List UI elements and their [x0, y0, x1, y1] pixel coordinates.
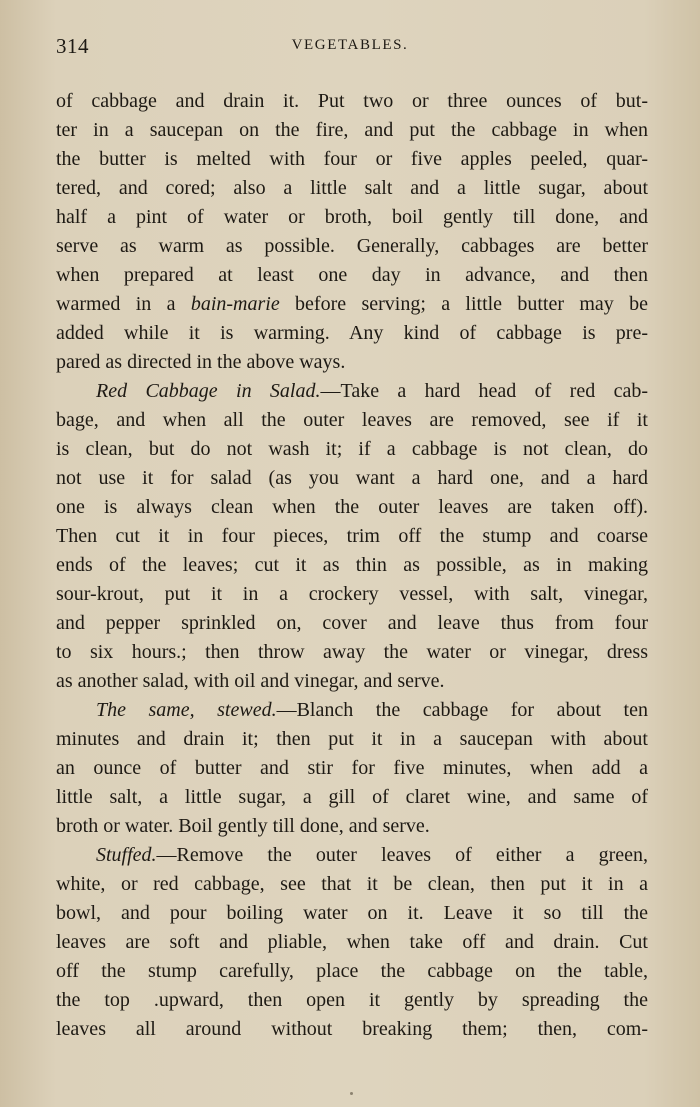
text-line: broth or water. Boil gently till done, and serve. [56, 815, 430, 837]
footer-mark [350, 1092, 353, 1095]
text-line: pared as directed in the above ways. [56, 351, 346, 373]
text-line: and pepper sprinkled on, cover and leave thus from four [56, 612, 648, 634]
text-line: added while it is warming. Any kind of cabbage is pre- [56, 322, 648, 344]
text-line: an ounce of butter and stir for five minutes, when add a [56, 757, 648, 779]
text-line: leaves are soft and pliable, when take off and drain. Cut [56, 931, 648, 953]
text-line: bowl, and pour boiling water on it. Leave it so till the [56, 902, 648, 924]
text-line: Then cut it in four pieces, trim off the stump and coarse [56, 525, 648, 547]
page-header [56, 34, 644, 62]
text-line: little salt, a little sugar, a gill of claret wine, and same of [56, 786, 648, 808]
line-text: —Take a hard head of red cab- [320, 380, 648, 402]
text-line [56, 290, 648, 319]
text-line: the butter is melted with four or five apples peeled, quar- [56, 148, 648, 170]
text-line: not use it for salad (as you want a hard one, and a hard [56, 467, 648, 489]
text-line: bage, and when all the outer leaves are removed, see if it [56, 409, 648, 431]
text-line: ends of the leaves; cut it as thin as possible, as in making [56, 554, 648, 576]
text-line: minutes and drain it; then put it in a saucepan with about [56, 728, 648, 750]
text-line: of cabbage and drain it. Put two or three ounces of but- [56, 90, 648, 112]
text-line [56, 377, 648, 406]
text-line [56, 841, 648, 870]
text-line: the top .upward, then open it gently by spreading the [56, 989, 648, 1011]
italic-heading: Stuffed. [96, 844, 157, 866]
text-line: as another salad, with oil and vinegar, and serve. [56, 670, 445, 692]
text-line: sour-krout, put it in a crockery vessel, with salt, vinegar, [56, 583, 648, 605]
text-line: one is always clean when the outer leaves are taken off). [56, 496, 648, 518]
body-text [56, 87, 648, 1044]
text-line: to six hours.; then throw away the water or vinegar, dress [56, 641, 648, 663]
line-text: warmed in a [56, 293, 191, 315]
running-head: VEGETABLES. [291, 37, 409, 53]
italic-heading: Red Cabbage in Salad. [96, 380, 321, 402]
text-line: is clean, but do not wash it; if a cabbage is not clean, do [56, 438, 648, 460]
text-line: off the stump carefully, place the cabbage on the table, [56, 960, 648, 982]
italic-heading: The same, stewed. [96, 699, 277, 721]
line-text: —Blanch the cabbage for about ten [276, 699, 648, 721]
text-line: serve as warm as possible. Generally, cabbages are better [56, 235, 648, 257]
text-line: ter in a saucepan on the fire, and put the cabbage in when [56, 119, 648, 141]
text-line: leaves all around without breaking them; then, com- [56, 1018, 648, 1040]
line-text: —Remove the outer leaves of either a green, [156, 844, 648, 866]
text-line: half a pint of water or broth, boil gently till done, and [56, 206, 648, 228]
italic-heading: bain-marie [190, 293, 280, 315]
text-line: tered, and cored; also a little salt and a little sugar, about [56, 177, 648, 199]
text-line [56, 696, 648, 725]
page-number: 314 [56, 34, 89, 58]
line-text: before serving; a little butter may be [279, 293, 648, 315]
text-line: when prepared at least one day in advance, and then [56, 264, 648, 286]
text-line: white, or red cabbage, see that it be clean, then put it in a [56, 873, 648, 895]
